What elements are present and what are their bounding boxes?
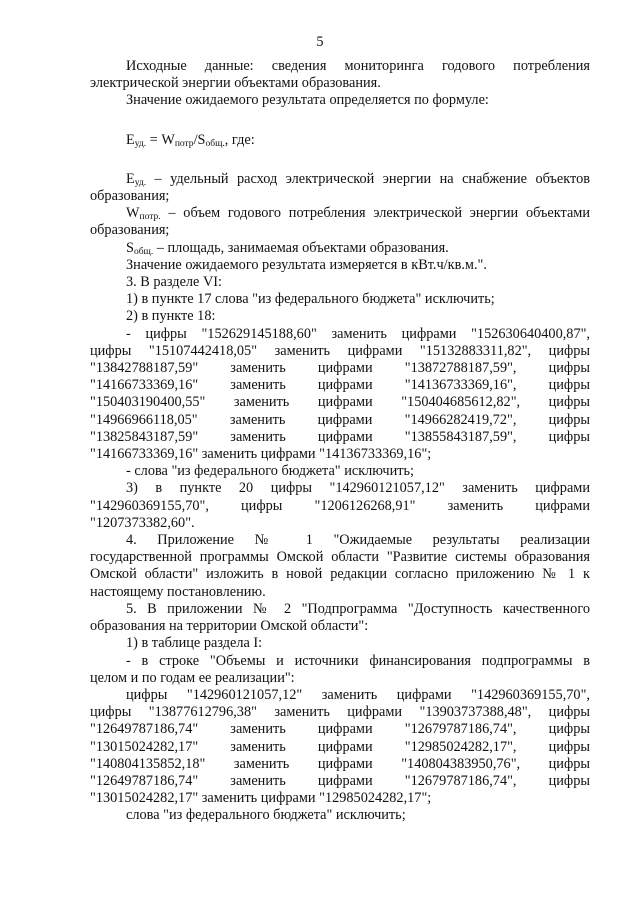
section-5-line: 5. В приложении № 2 "Подпрограмма "Доступность качественного	[126, 600, 590, 617]
section-5-words: слова "из федерального бюджета" исключить;	[126, 807, 406, 824]
paragraph-source-data: Исходные данные: сведения мониторинга годового потребления	[126, 58, 590, 74]
section-3-words: - слова "из федерального бюджета" исключить;	[126, 463, 415, 480]
section-5-digits-end: "13015024282,17" заменить цифрами "12985024282,17";	[90, 790, 432, 807]
section-3-replacement-row: "14166733369,16" заменить цифрами "14136733369,16", цифры	[90, 377, 590, 394]
section-3-heading: 3. В разделе VI:	[126, 274, 223, 291]
section-3-replacement-row: "13825843187,59" заменить цифрами "13855843187,59", цифры	[90, 428, 590, 445]
section-4-line: настоящему постановлению.	[90, 583, 266, 600]
section-4-line: Омской области" изложить в новой редакции согласно приложению № 1 к	[90, 566, 590, 583]
document-body	[90, 58, 590, 825]
section-5-item-1: 1) в таблице раздела I:	[126, 635, 263, 652]
definition-w: $W_{потр.}$ – объем годового потребления электрической энергии объектами	[126, 205, 590, 223]
section-3-item-3: 3) в пункте 20 цифры "142960121057,12" заменить цифрами	[126, 480, 590, 497]
section-5-replacement-row: "12649787186,74" заменить цифрами "12679787186,74", цифры	[90, 772, 590, 789]
section-5-digits-line: цифры "142960121057,12" заменить цифрами "142960369155,70",	[126, 686, 590, 703]
definition-w-cont: образования;	[90, 222, 170, 239]
paragraph-formula-intro: Значение ожидаемого результата определяется по формуле:	[126, 92, 489, 109]
section-4-line: государственной программы Омской области "Развитие системы образования	[90, 549, 590, 566]
section-3-digits-end: "14166733369,16" заменить цифрами "14136733369,16";	[90, 446, 432, 463]
definition-e-cont: образования;	[90, 188, 170, 205]
section-5-replacement-row: "13015024282,17" заменить цифрами "12985024282,17", цифры	[90, 738, 590, 755]
paragraph-source-data-cont: электрической энергии объектами образования.	[90, 75, 381, 92]
section-3-digits-line: - цифры "152629145188,60" заменить цифрами "152630640400,87",	[126, 325, 590, 342]
section-5-line: образования на территории Омской области":	[90, 618, 369, 635]
definition-e: $Е_{уд.}$ – удельный расход электрической энергии на снабжение объектов	[126, 170, 590, 188]
definition-s: $S_{общ.}$ – площадь, занимаемая объектами образования.	[126, 239, 449, 257]
section-3-digits-line: цифры "15107442418,05" заменить цифрами "15132883311,82", цифры	[90, 342, 590, 359]
section-4-line: 4. Приложение № 1 "Ожидаемые результаты реализации	[126, 532, 590, 549]
paragraph-units: Значение ожидаемого результата измеряется в кВт.ч/кв.м.".	[126, 256, 487, 273]
section-3-replacement-row: "14966966118,05" заменить цифрами "14966282419,72", цифры	[90, 411, 590, 428]
formula: $Е_{уд.} = W_{потр}/S_{общ.}$, где:	[126, 131, 255, 149]
section-5-replacement-row: "12649787186,74" заменить цифрами "12679787186,74", цифры	[90, 721, 590, 738]
section-3-replacement-row: "13842788187,59" заменить цифрами "13872788187,59", цифры	[90, 360, 590, 377]
section-3-item-3-end: "1207373382,60".	[90, 514, 195, 531]
page-number: 5	[316, 34, 324, 50]
section-3-item-3-cont: "142960369155,70", цифры "1206126268,91" заменить цифрами	[90, 497, 590, 514]
section-3-replacement-row: "150403190400,55" заменить цифрами "150404685612,82", цифры	[90, 394, 590, 411]
section-5-replacement-row: "140804135852,18" заменить цифрами "140804383950,76", цифры	[90, 755, 590, 772]
section-5-digits-line: цифры "13877612796,38" заменить цифрами "13903737388,48", цифры	[90, 704, 590, 721]
section-3-item-2: 2) в пункте 18:	[126, 308, 216, 325]
section-3-item-1: 1) в пункте 17 слова "из федерального бюджета" исключить;	[126, 291, 495, 308]
section-5-row-line: целом и по годам ее реализации":	[90, 669, 295, 686]
section-5-row-line: - в строке "Объемы и источники финансирования подпрограммы в	[126, 652, 590, 669]
